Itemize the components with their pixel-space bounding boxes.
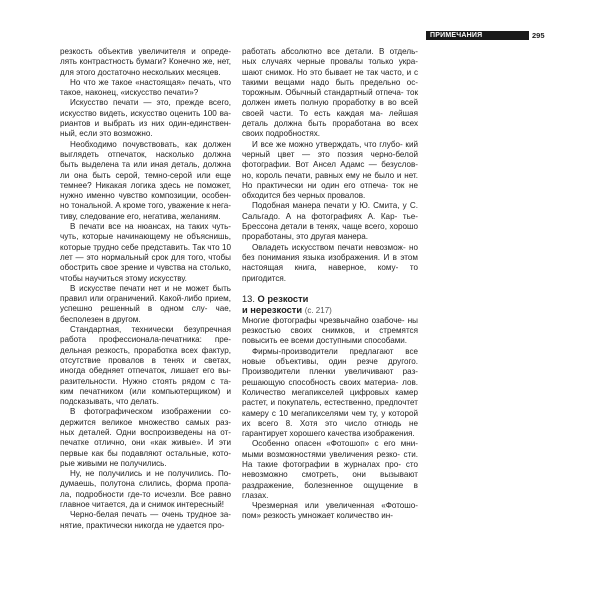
paragraph: Чрезмерная или увеличенная «Фотошо- пом» резкость умножает количество ин- (242, 501, 418, 521)
paragraph: И все же можно утверждать, что глубо- кий черный цвет — это поэзия черно-белой фотографии. Вот Ансел Адамс — безуслов- но, король печати, равных ему не было и нет. Но практически ни один его отпеча- ток не обходится без черных провалов. (242, 139, 418, 201)
running-header-section: ПРИМЕЧАНИЯ (430, 32, 483, 39)
paragraph: Необходимо почувствовать, как должен выглядеть отпечаток, насколько должна быть выделена та или иная деталь, должна ли она быть серой, темно-серой или еще темнее? Никакая логика здесь не поможет, нужно именно чувство композиции, особен- но тональной. А кроме того, уважение к нега- тиву, следование его, негатива, желаниям. (60, 139, 231, 221)
section-title-line1: О резкости (257, 293, 309, 304)
paragraph: В печати все на нюансах, на таких чуть- чуть, которые начинающему не объяснишь, которые трудно себе представить. Так что 10 лет — это нормальный срок для того, чтобы обострить свое зрение и чувства на столько, чтобы научиться этому искусству. (60, 222, 231, 283)
paragraph: Стандартная, технически безупречная работа профессионала-печатника: пре- дельная резкость, проработка всех фактур, отсутствие провалов в тенях и светах, иногда обедняет отпечаток, лишает его вы- разительности. Нужно стоять рядом с та- ким печатником (или компьютерщиком) и подсказывать, что делать. (60, 325, 231, 407)
paragraph: Овладеть искусством печати невозмож- но без понимания языка изображения. И в этом настоящая книга, наверное, кому- то пригодится. (242, 242, 418, 283)
paragraph: Особенно опасен «Фотошоп» с его мни- мыми возможностями увеличения резко- сти. На такие фотографии в журналах про- сто невозможно смотреть, они вызывают раздражение, болезненное ощущение в глазах. (242, 439, 418, 500)
paragraph: Многие фотографы чрезвычайно озабоче- ны резкостью своих снимков, и стремятся повысить ее всеми доступными способами. (242, 315, 418, 346)
section-page-ref: (с. 217) (304, 305, 332, 315)
section-number: 13. (242, 293, 255, 304)
right-column (242, 47, 418, 522)
section-title-line2: и нерезкости (242, 304, 303, 315)
left-column (60, 47, 231, 531)
paragraph: резкость объектив увеличителя и опреде- лять контрастность бумаги? Конечно же, нет, для этого достаточно нескольких месяцев. (60, 47, 231, 77)
paragraph: Но что же такое «настоящая» печать, что такое, наконец, «искусство печати»? (60, 77, 231, 98)
paragraph: работать абсолютно все детали. В отдель- ных случаях черные провалы только укра- шают снимок. Но это бывает не так часто, и с такими вещами надо быть предельно ос- торожным. Обычный стандартный отпеча- ток должен иметь полную проработку в во всей своей части. То есть каждая ма- лейшая деталь должна быть проработана во всех своих подробностях. (242, 47, 418, 139)
paragraph: В искусстве печати нет и не может быть правил или ограничений. Какой-либо прием, успешно решенный в одном слу- чае, бесполезен в другом. (60, 283, 231, 324)
paragraph: В фотографическом изображении со- держится великое множество самых раз- ных деталей. Одни воспроизведены на от- печатке отлично, они «как живые». И эти первые как бы подавляют остальные, кото- рые живыми не получились. (60, 407, 231, 468)
paragraph: Фирмы-производители предлагают все новые объективы, один резче другого. Производители пленки увеличивают раз- решающую способность своих материа- лов. Количество мегапикселей цифровых камер растет, и покупатель, естественно, предпочтет камеру с 10 мегапикселями чем ту, у которой их всего 8. Хотя это число отнюдь не гарантирует хорошего качества изображения. (242, 346, 418, 439)
paragraph: Подобная манера печати у Ю. Смита, у С. Сальгадо. А на фотографиях А. Кар- тье-Брессона детали в тенях, чаще всего, хорошо проработаны, это другая манера. (242, 201, 418, 242)
page-number: 295 (532, 31, 545, 40)
section-heading (242, 294, 418, 316)
paragraph: Ну, не получились и не получились. По- думаешь, полутона слились, форма пропа- ла, подробности где-то исчезли. Все равно главное читается, да и снимок интересный! (60, 469, 231, 510)
paragraph: Искусство печати — это, прежде всего, искусство видеть, искусство оценить 100 ва- риантов и выбрать из них один-единствен- ный, если это возможно. (60, 98, 231, 139)
paragraph: Черно-белая печать — очень трудное за- нятие, практически никогда не удается про- (60, 510, 231, 530)
